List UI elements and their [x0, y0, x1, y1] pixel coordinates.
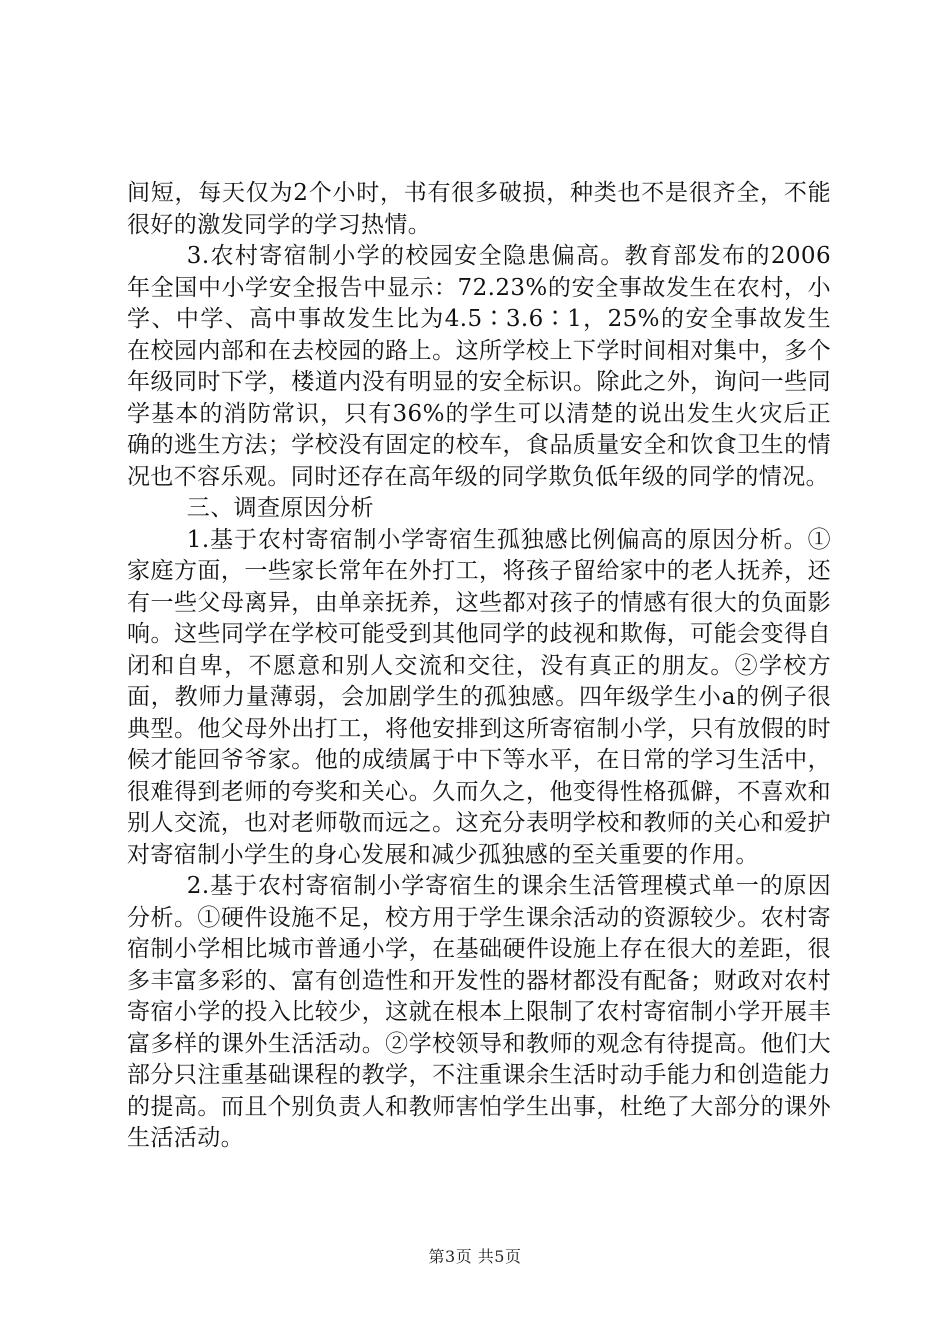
page-number-footer: 第3页 共5页 [428, 1247, 522, 1266]
paragraph-safety-hazards: 3.农村寄宿制小学的校园安全隐患偏高。教育部发布的2006年全国中小学安全报告中显示：72.23%的安全事故发生在农村，小学、中学、高中事故发生比为4.5∶3.6∶1，25%的安全事故发生在校园内部和在去校园的路上。这所学校上下学时间相对集中，多个年级同时下学，楼道内没有明显的安全标识。除此之外，询问一些同学基本的消防常识，只有36%的学生可以清楚的说出发生火灾后正确的逃生方法；学校没有固定的校车，食品质量安全和饮食卫生的情况也不容乐观。同时还存在高年级的同学欺负低年级的同学的情况。 [127, 243, 831, 490]
paragraph-loneliness-analysis: 1.基于农村寄宿制小学寄宿生孤独感比例偏高的原因分析。①家庭方面，一些家长常年在外打工，将孩子留给家中的老人抚养，还有一些父母离异，由单亲抚养，这些都对孩子的情感有很大的负面影响。这些同学在学校可能受到其他同学的歧视和欺侮，可能会变得自闭和自卑，不愿意和别人交流和交往，没有真正的朋友。②学校方面，教师力量薄弱，会加剧学生的孤独感。四年级学生小a的例子很典型。他父母外出打工，将他安排到这所寄宿制小学，只有放假的时候才能回爷爷家。他的成绩属于中下等水平，在日常的学习生活中，很难得到老师的夸奖和关心。久而久之，他变得性格孤僻，不喜欢和别人交流，也对老师敬而远之。这充分表明学校和教师的关心和爱护对寄宿制小学生的身心发展和减少孤独感的至关重要的作用。 [127, 526, 831, 868]
paragraph-extracurricular-analysis: 2.基于农村寄宿制小学寄宿生的课余生活管理模式单一的原因分析。①硬件设施不足，校方用于学生课余活动的资源较少。农村寄宿制小学相比城市普通小学，在基础硬件设施上存在很大的差距，很多丰富多彩的、富有创造性和开发性的器材都没有配备；财政对农村寄宿小学的投入比较少，这就在根本上限制了农村寄宿制小学开展丰富多样的课外生活活动。②学校领导和教师的观念有待提高。他们大部分只注重基础课程的教学，不注重课余生活时动手能力和创造能力的提高。而且个别负责人和教师害怕学生出事，杜绝了大部分的课外生活活动。 [127, 873, 831, 1151]
body-text [127, 178, 831, 1155]
section-heading-cause-analysis: 三、调查原因分析 [186, 495, 374, 521]
paragraph-continuation: 间短，每天仅为2个小时，书有很多破损，种类也不是很齐全，不能很好的激发同学的学习热情。 [127, 180, 831, 238]
